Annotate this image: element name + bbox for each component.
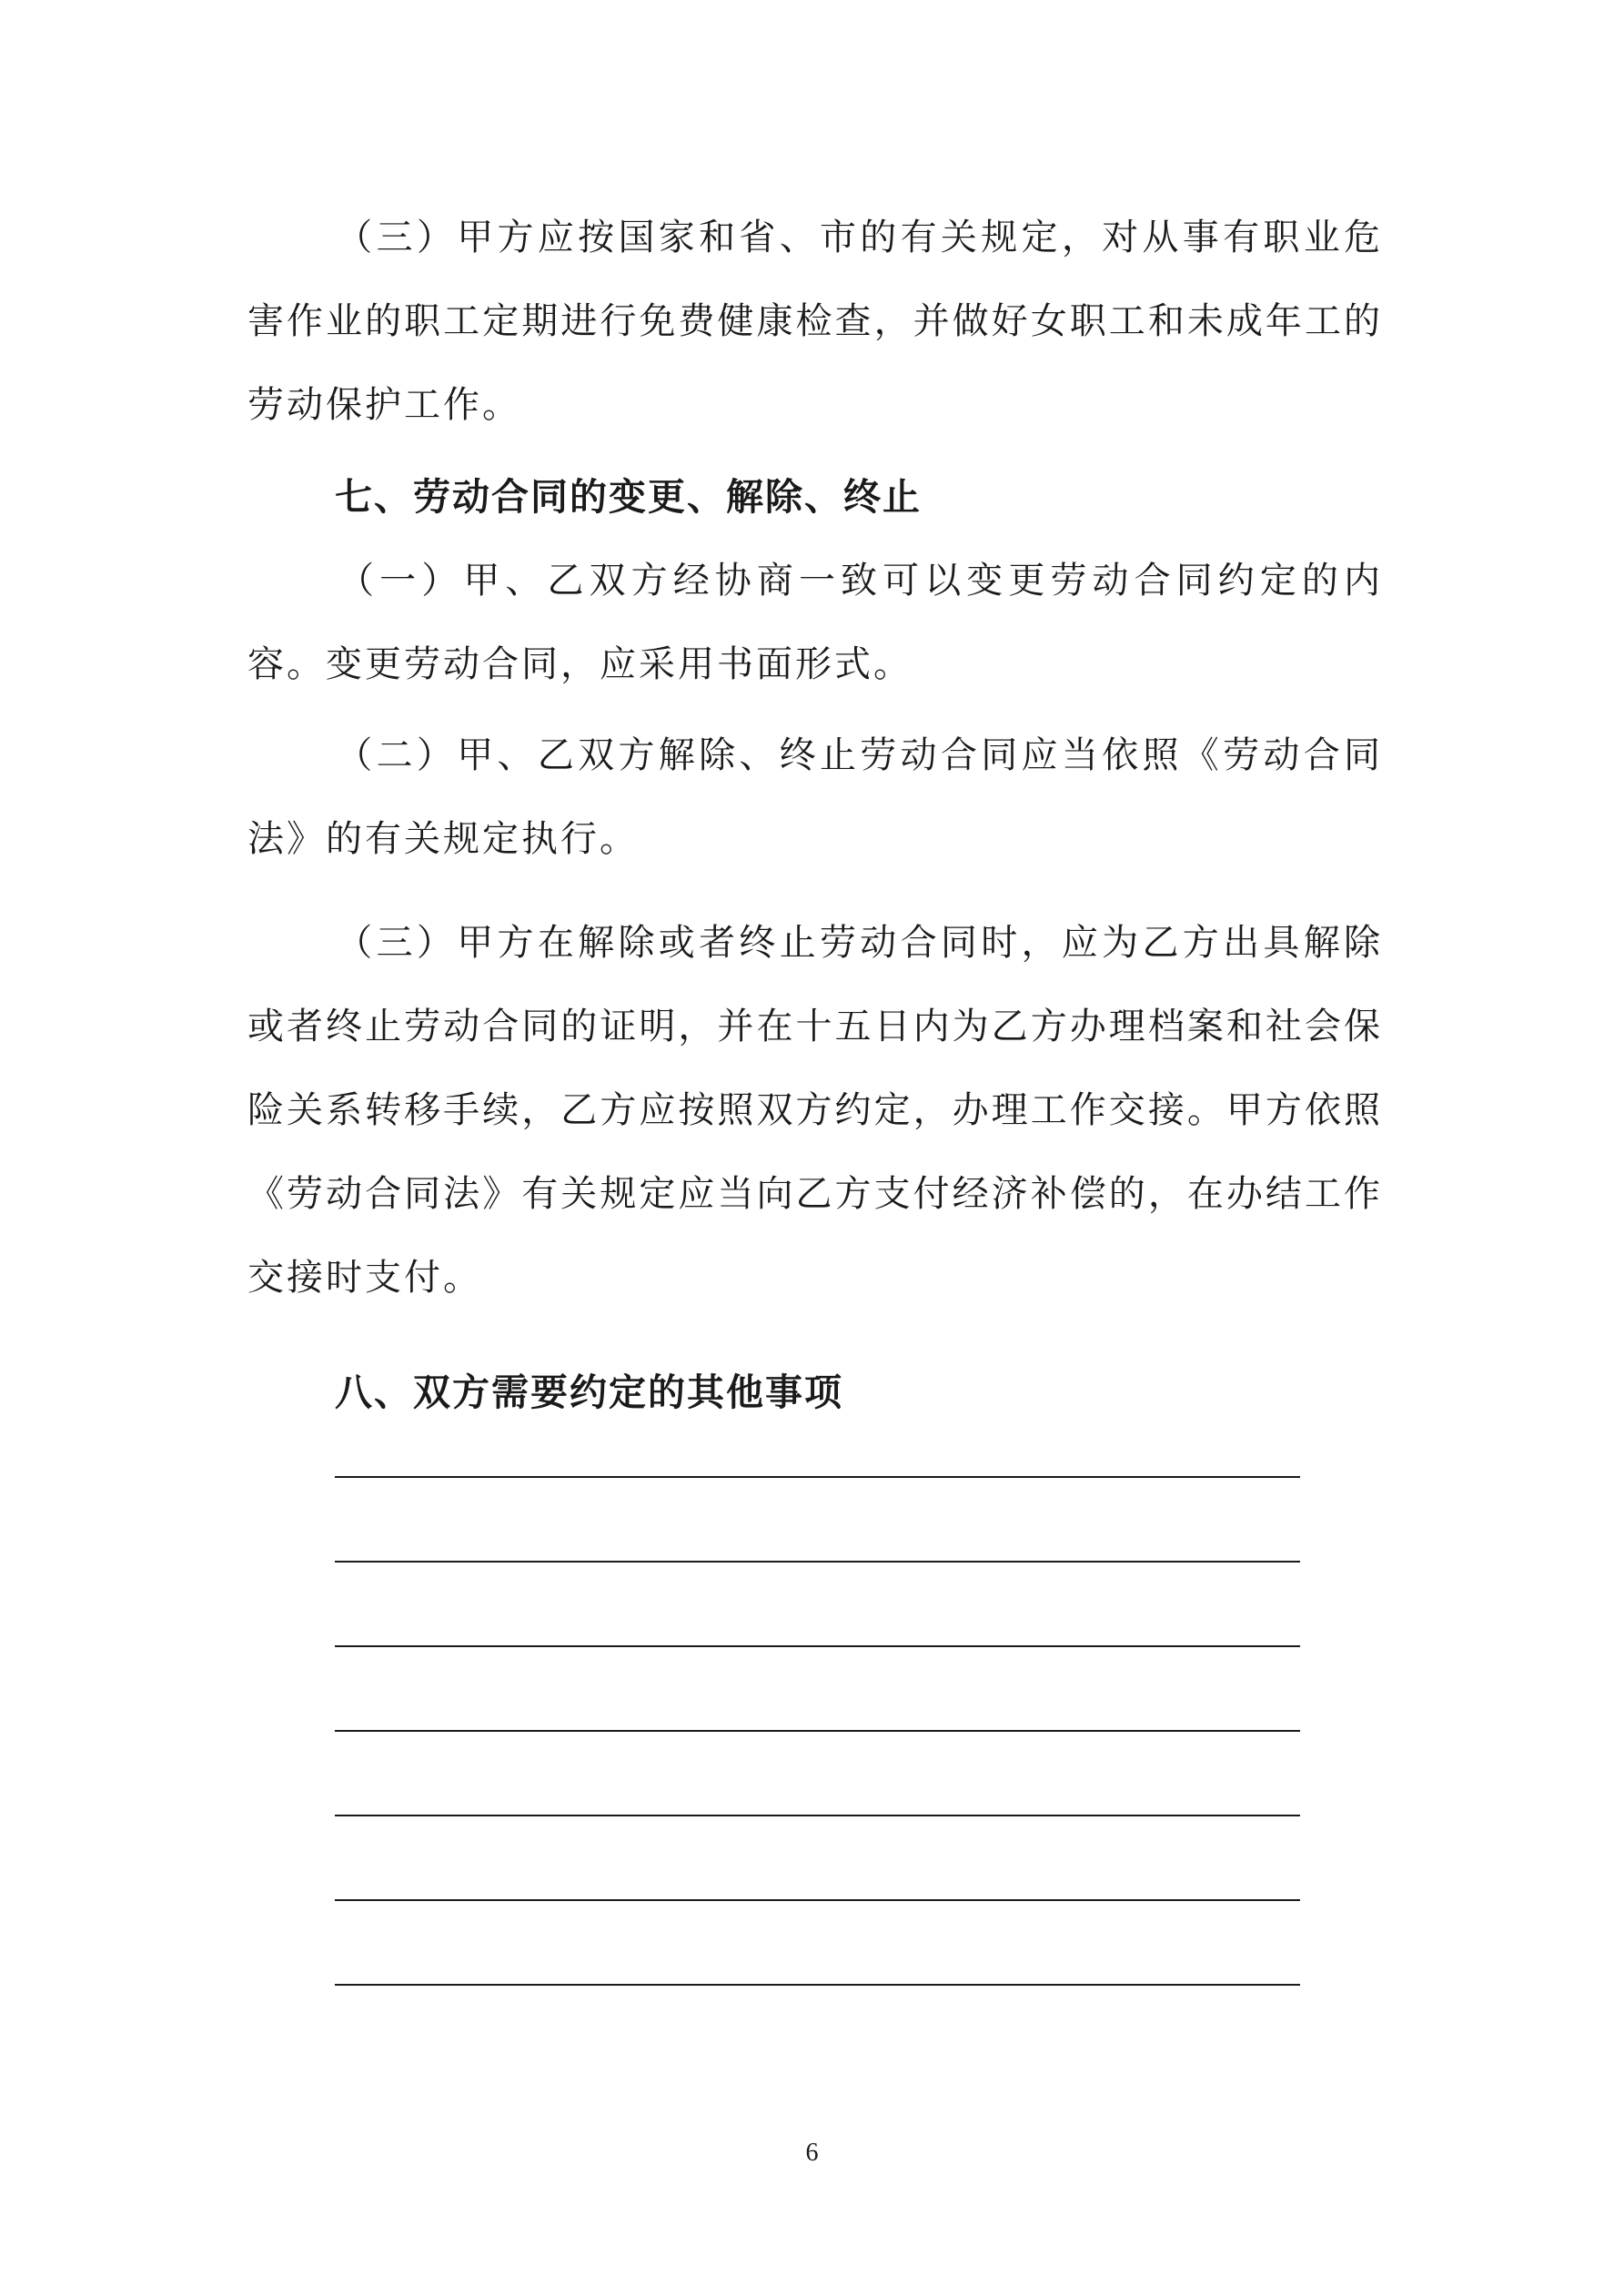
section7-item2-text: （二）甲、乙双方解除、终止劳动合同应当依照《劳动合同法》的有关规定执行。 xyxy=(247,734,1383,860)
section7-item2-paragraph xyxy=(247,713,1383,881)
blank-fill-line[interactable] xyxy=(335,1730,1300,1732)
blank-fill-line[interactable] xyxy=(335,1645,1300,1647)
page-number: 6 xyxy=(805,2139,819,2167)
section7-heading: 七、劳动合同的变更、解除、终止 xyxy=(335,475,922,519)
section7-item3-text: （三）甲方在解除或者终止劳动合同时，应为乙方出具解除或者终止劳动合同的证明，并在十五日内为乙方办理档案和社会保险关系转移手续，乙方应按照双方约定，办理工作交接。甲方依照《劳动合同法》有关规定应当向乙方支付经济补偿的，在办结工作交接时支付。 xyxy=(247,922,1383,1299)
blank-fill-line[interactable] xyxy=(335,1984,1300,1986)
blank-fill-line[interactable] xyxy=(335,1561,1300,1563)
section6-item3-text: （三）甲方应按国家和省、市的有关规定，对从事有职业危害作业的职工定期进行免费健康检查，并做好女职工和未成年工的劳动保护工作。 xyxy=(247,217,1383,426)
section8-heading: 八、双方需要约定的其他事项 xyxy=(335,1371,843,1414)
section7-item3-paragraph xyxy=(247,901,1383,1320)
blank-fill-line[interactable] xyxy=(335,1899,1300,1901)
blank-fill-line[interactable] xyxy=(335,1476,1300,1478)
section6-item3-paragraph xyxy=(247,196,1383,447)
section7-item1-paragraph xyxy=(247,539,1383,706)
blank-fill-line[interactable] xyxy=(335,1815,1300,1816)
section7-item1-text: （一）甲、乙双方经协商一致可以变更劳动合同约定的内容。变更劳动合同，应采用书面形式。 xyxy=(247,560,1383,685)
